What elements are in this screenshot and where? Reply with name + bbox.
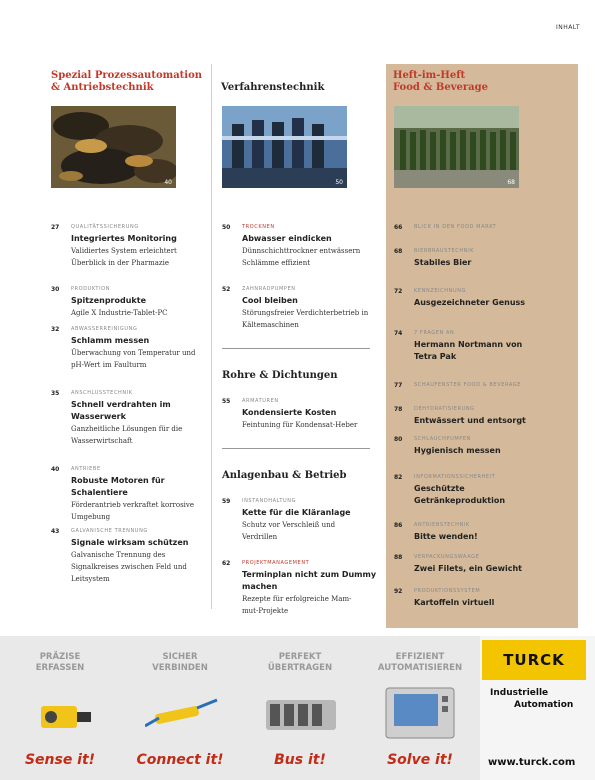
entry-category: INSTANDHALTUNG: [242, 498, 297, 504]
page-number: 88: [394, 554, 403, 561]
entry-category: PRODUKTION: [71, 286, 111, 292]
column-verfahrenstechnik: [214, 64, 378, 186]
entry-description: Signalkreises zwischen Feld und: [71, 563, 187, 571]
section-title-rohre: Rohre & Dichtungen: [222, 370, 338, 381]
entry-description: Schutz vor Verschleiß und: [242, 521, 336, 529]
entry-title: Getränkeproduktion: [414, 496, 506, 505]
column-title: [51, 64, 206, 94]
entry-description: Feintuning für Kondensat-Heber: [242, 421, 358, 429]
slogan-sense: Sense it!: [24, 752, 96, 768]
ad-panel-sense: [0, 636, 120, 780]
ad-panel-heading: PRÄZISE ERFASSEN: [35, 652, 85, 673]
entry-title: Kartoffeln virtuell: [414, 598, 495, 607]
entry-category: TROCKNEN: [242, 224, 275, 230]
entry-title: Kette für die Kläranlage: [242, 508, 351, 517]
entry-category: QUALITÄTSSICHERUNG: [71, 224, 139, 230]
entry-title: Zwei Filets, ein Gewicht: [414, 564, 522, 573]
entry-category: ANTRIEBE: [71, 466, 101, 472]
image-page-number: 40: [164, 179, 172, 186]
entry-description: pH-Wert im Faulturm: [71, 361, 147, 369]
page-number: 50: [222, 224, 231, 231]
title-line-2: & Antriebstechnik: [51, 82, 154, 93]
title-line-1: Spezial Prozessautomation: [51, 70, 203, 81]
entry-title: Bitte wenden!: [414, 532, 478, 541]
entry-category: BLICK IN DEN FOOD MARKT: [414, 224, 497, 230]
entry-title: Spitzenprodukte: [71, 296, 146, 305]
brand-tagline: Automation: [514, 700, 574, 710]
slogan-solve: Solve it!: [387, 752, 453, 768]
entry-title: Signale wirksam schützen: [71, 538, 189, 547]
page-number: 43: [51, 528, 60, 535]
entry-title: Integriertes Monitoring: [71, 234, 177, 243]
image-page-number: 68: [507, 179, 515, 186]
entry-description: Dünnschichttrockner entwässern: [242, 247, 361, 255]
entry-description: Verdrillen: [242, 533, 278, 541]
page-number: 86: [394, 522, 403, 529]
ad-panel-heading: SICHER VERBINDEN: [152, 652, 208, 673]
entry-category: DEHYDRATISIERUNG: [414, 406, 475, 412]
turck-advertisement[interactable]: [0, 636, 595, 780]
entry-title: Kondensierte Kosten: [242, 408, 337, 417]
bottling-image[interactable]: [394, 106, 519, 188]
entry-category: BIERBRAUSTECHNIK: [414, 248, 475, 254]
entry-category: PROJEKTMANAGEMENT: [242, 560, 310, 566]
entry-category: ZAHNRADPUMPEN: [242, 286, 296, 292]
column-title: Verfahrenstechnik: [221, 82, 325, 93]
ad-panel-bus: [240, 636, 360, 780]
brand-url[interactable]: www.turck.com: [488, 757, 576, 768]
entry-description: Störungsfreier Verdichterbetrieb in: [242, 309, 369, 317]
connector-icon: [145, 692, 219, 736]
entry-description: Umgebung: [71, 513, 111, 521]
title-line-2: Food & Beverage: [393, 82, 488, 93]
sensor-icon: [35, 692, 95, 736]
entry-description: Validiertes System erleichtert: [71, 247, 177, 255]
entry-category: ANTRIEBSTECHNIK: [414, 522, 470, 528]
entry-description: Kältemaschinen: [242, 321, 299, 329]
ad-panel-heading: EFFIZIENT AUTOMATISIEREN: [377, 652, 463, 673]
entry-category: PRODUKTIONSSYSTEM: [414, 588, 481, 594]
entry-category: GALVANISCHE TRENNUNG: [71, 528, 148, 534]
entry-category: INFORMATIONSSICHERHEIT: [414, 474, 496, 480]
entry-description: Ganzheitliche Lösungen für die: [71, 425, 183, 433]
turck-brand-panel: [480, 636, 595, 780]
page-number: 32: [51, 326, 60, 333]
entry-category: ARMATUREN: [242, 398, 279, 404]
ad-panel-heading: PERFEKT ÜBERTRAGEN: [267, 652, 333, 673]
section-title-anlagenbau: Anlagenbau & Betrieb: [222, 470, 347, 481]
slogan-bus: Bus it!: [274, 752, 326, 768]
page-number: 80: [394, 436, 403, 443]
entry-category: SCHLAUCHPUMPEN: [414, 436, 471, 442]
page-number: 35: [51, 390, 60, 397]
entry-title: Cool bleiben: [242, 296, 298, 305]
page-number: 62: [222, 560, 231, 567]
column-prozessautomation: [44, 64, 206, 186]
entry-category: 7 FRAGEN AN: [414, 330, 455, 336]
page-number: 82: [394, 474, 403, 481]
title-line-1: Heft-im-Heft: [393, 70, 466, 81]
entry-title: machen: [242, 582, 278, 591]
entry-description: Galvanische Trennung des: [71, 551, 166, 559]
hmi-panel-icon: [382, 684, 458, 742]
entry-title: Tetra Pak: [414, 352, 457, 361]
column-title: [393, 64, 578, 94]
entry-description: Leitsystem: [71, 575, 110, 583]
divider: [222, 348, 370, 349]
entry-category: KENNZEICHNUNG: [414, 288, 467, 294]
turck-logo: TURCK: [482, 640, 586, 680]
entry-title: Hygienisch messen: [414, 446, 501, 455]
entry-description: Förderantrieb verkraftet korrosive: [71, 501, 195, 509]
image-page-number: 50: [335, 179, 343, 186]
entry-title: Schlamm messen: [71, 336, 150, 345]
fieldbus-module-icon: [262, 690, 342, 738]
entry-description: Überblick in der Pharmazie: [71, 259, 169, 267]
page-number: 30: [51, 286, 60, 293]
entry-description: Wasserwirtschaft: [71, 437, 133, 445]
column-divider: [211, 64, 212, 609]
entry-title: Entwässert und entsorgt: [414, 416, 526, 425]
machinery-image[interactable]: [222, 106, 347, 188]
entry-title: Abwasser eindicken: [242, 234, 332, 243]
page-number: 72: [394, 288, 403, 295]
ad-panel-connect: [120, 636, 240, 780]
page-number: 74: [394, 330, 403, 337]
section-header: INHALT: [555, 24, 580, 31]
page-number: 66: [394, 224, 403, 231]
entry-title: Hermann Nortmann von: [414, 340, 523, 349]
page-number: 27: [51, 224, 60, 231]
entry-category: ABWASSERREINIGUNG: [71, 326, 138, 332]
page-number: 77: [394, 382, 403, 389]
page-number: 68: [394, 248, 403, 255]
entry-title: Geschützte: [414, 484, 465, 493]
entry-description: Agile X Industrie-Tablet-PC: [71, 309, 168, 317]
page-number: 59: [222, 498, 231, 505]
ad-panel-solve: [360, 636, 480, 780]
divider: [222, 448, 370, 449]
entry-description: Rezepte für erfolgreiche Mam-: [242, 595, 352, 603]
entry-title: Schalentiere: [71, 488, 128, 497]
brand-tagline: Industrielle: [490, 688, 549, 698]
entry-description: mut-Projekte: [242, 607, 289, 615]
entry-title: Stabiles Bier: [414, 258, 472, 267]
entry-title: Schnell verdrahten im: [71, 400, 171, 409]
entry-title: Ausgezeichneter Genuss: [414, 298, 526, 307]
page-number: 40: [51, 466, 60, 473]
page-number: 52: [222, 286, 231, 293]
entry-category: SCHAUFENSTER FOOD & BEVERAGE: [414, 382, 522, 388]
entry-title: Terminplan nicht zum Dummy: [242, 570, 377, 579]
mussels-image[interactable]: [51, 106, 176, 188]
entry-description: Schlämme effizient: [242, 259, 311, 267]
page-number: 55: [222, 398, 231, 405]
entry-title: Wasserwerk: [71, 412, 126, 421]
entry-category: ANSCHLUSSTECHNIK: [71, 390, 133, 396]
slogan-connect: Connect it!: [136, 752, 224, 768]
page-number: 92: [394, 588, 403, 595]
entry-category: VERPACKUNGSWAAGE: [414, 554, 480, 560]
entry-description: Überwachung von Temperatur und: [71, 349, 196, 357]
entry-title: Robuste Motoren für: [71, 476, 165, 485]
page-number: 78: [394, 406, 403, 413]
